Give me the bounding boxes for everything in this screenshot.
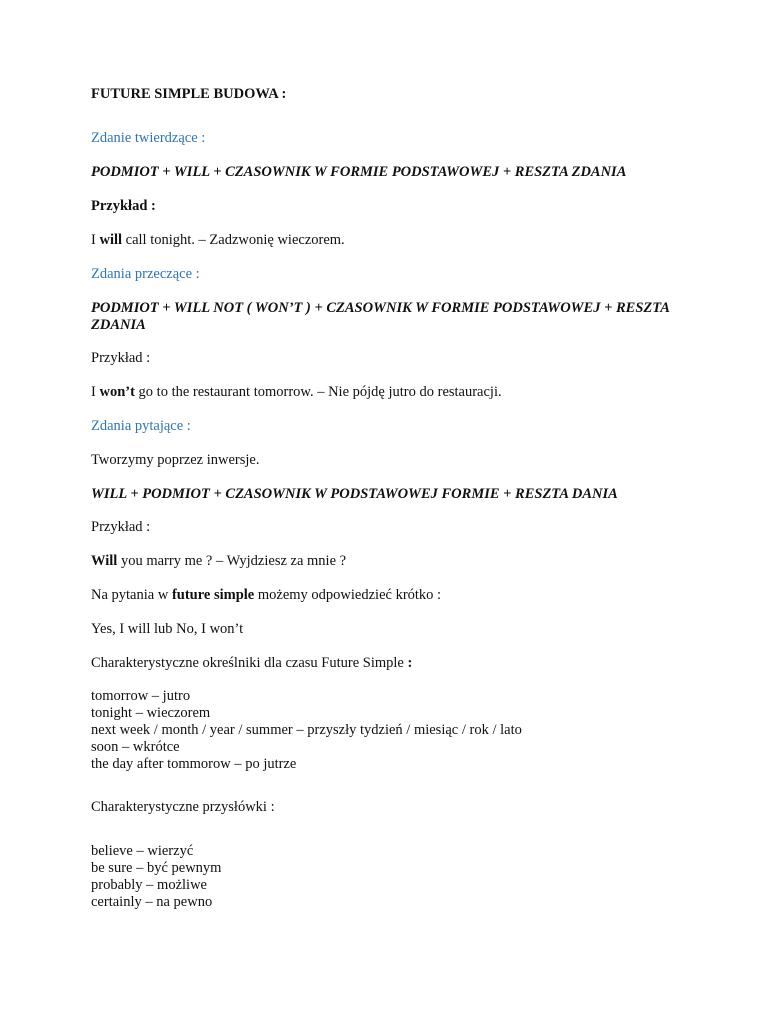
affirmative-heading: Zdanie twierdzące :: [91, 130, 206, 146]
time-expression-item: soon – wkrótce: [91, 739, 180, 755]
question-example: [91, 553, 346, 570]
affirmative-example: [91, 232, 345, 249]
affirmative-example-label: Przykład :: [91, 198, 156, 214]
question-heading: Zdania pytające :: [91, 418, 191, 434]
adverb-item: be sure – być pewnym: [91, 860, 222, 876]
adverb-item: believe – wierzyć: [91, 843, 194, 859]
short-answers-example: Yes, I will lub No, I won’t: [91, 621, 244, 637]
example-pre: I: [91, 384, 100, 400]
time-expression-item: the day after tommorow – po jutrze: [91, 756, 297, 772]
adverbs-heading: Charakterystyczne przysłówki :: [91, 799, 275, 815]
short-answers-intro: [91, 587, 441, 604]
example-post: go to the restaurant tomorrow. – Nie pójdę jutro do restauracji.: [134, 384, 502, 400]
example-keyword: won’t: [99, 384, 135, 400]
time-expression-item: tonight – wieczorem: [91, 705, 211, 721]
example-keyword: will: [99, 232, 123, 248]
example-post: call tonight. – Zadzwonię wieczorem.: [122, 232, 345, 248]
example-pre: I: [91, 232, 100, 248]
short-answers-pre: Na pytania w: [91, 587, 172, 603]
affirmative-formula: PODMIOT + WILL + CZASOWNIK W FORMIE PODSTAWOWEJ + RESZTA ZDANIA: [91, 164, 627, 180]
negative-example-label: Przykład :: [91, 350, 151, 366]
time-expressions-heading-colon: :: [407, 655, 413, 671]
example-post: you marry me ? – Wyjdziesz za mnie ?: [117, 553, 347, 569]
time-expression-item: next week / month / year / summer – przyszły tydzień / miesiąc / rok / lato: [91, 722, 522, 738]
time-expressions-heading: [91, 655, 412, 672]
negative-formula: PODMIOT + WILL NOT ( WON’T ) + CZASOWNIK W FORMIE PODSTAWOWEJ + RESZTA ZDANIA: [91, 300, 670, 333]
document-title: FUTURE SIMPLE BUDOWA :: [91, 86, 287, 102]
time-expressions-heading-text: Charakterystyczne określniki dla czasu Future Simple: [91, 655, 408, 671]
adverb-item: probably – możliwe: [91, 877, 207, 893]
question-example-label: Przykład :: [91, 519, 151, 535]
time-expression-item: tomorrow – jutro: [91, 688, 191, 704]
example-keyword: Will: [91, 553, 118, 569]
negative-heading: Zdania przeczące :: [91, 266, 200, 282]
question-intro: Tworzymy poprzez inwersje.: [91, 452, 260, 468]
short-answers-keyword: future simple: [171, 587, 255, 603]
adverb-item: certainly – na pewno: [91, 894, 213, 910]
short-answers-post: możemy odpowiedzieć krótko :: [254, 587, 442, 603]
negative-example: [91, 384, 502, 401]
question-formula: WILL + PODMIOT + CZASOWNIK W PODSTAWOWEJ FORMIE + RESZTA DANIA: [91, 486, 618, 502]
